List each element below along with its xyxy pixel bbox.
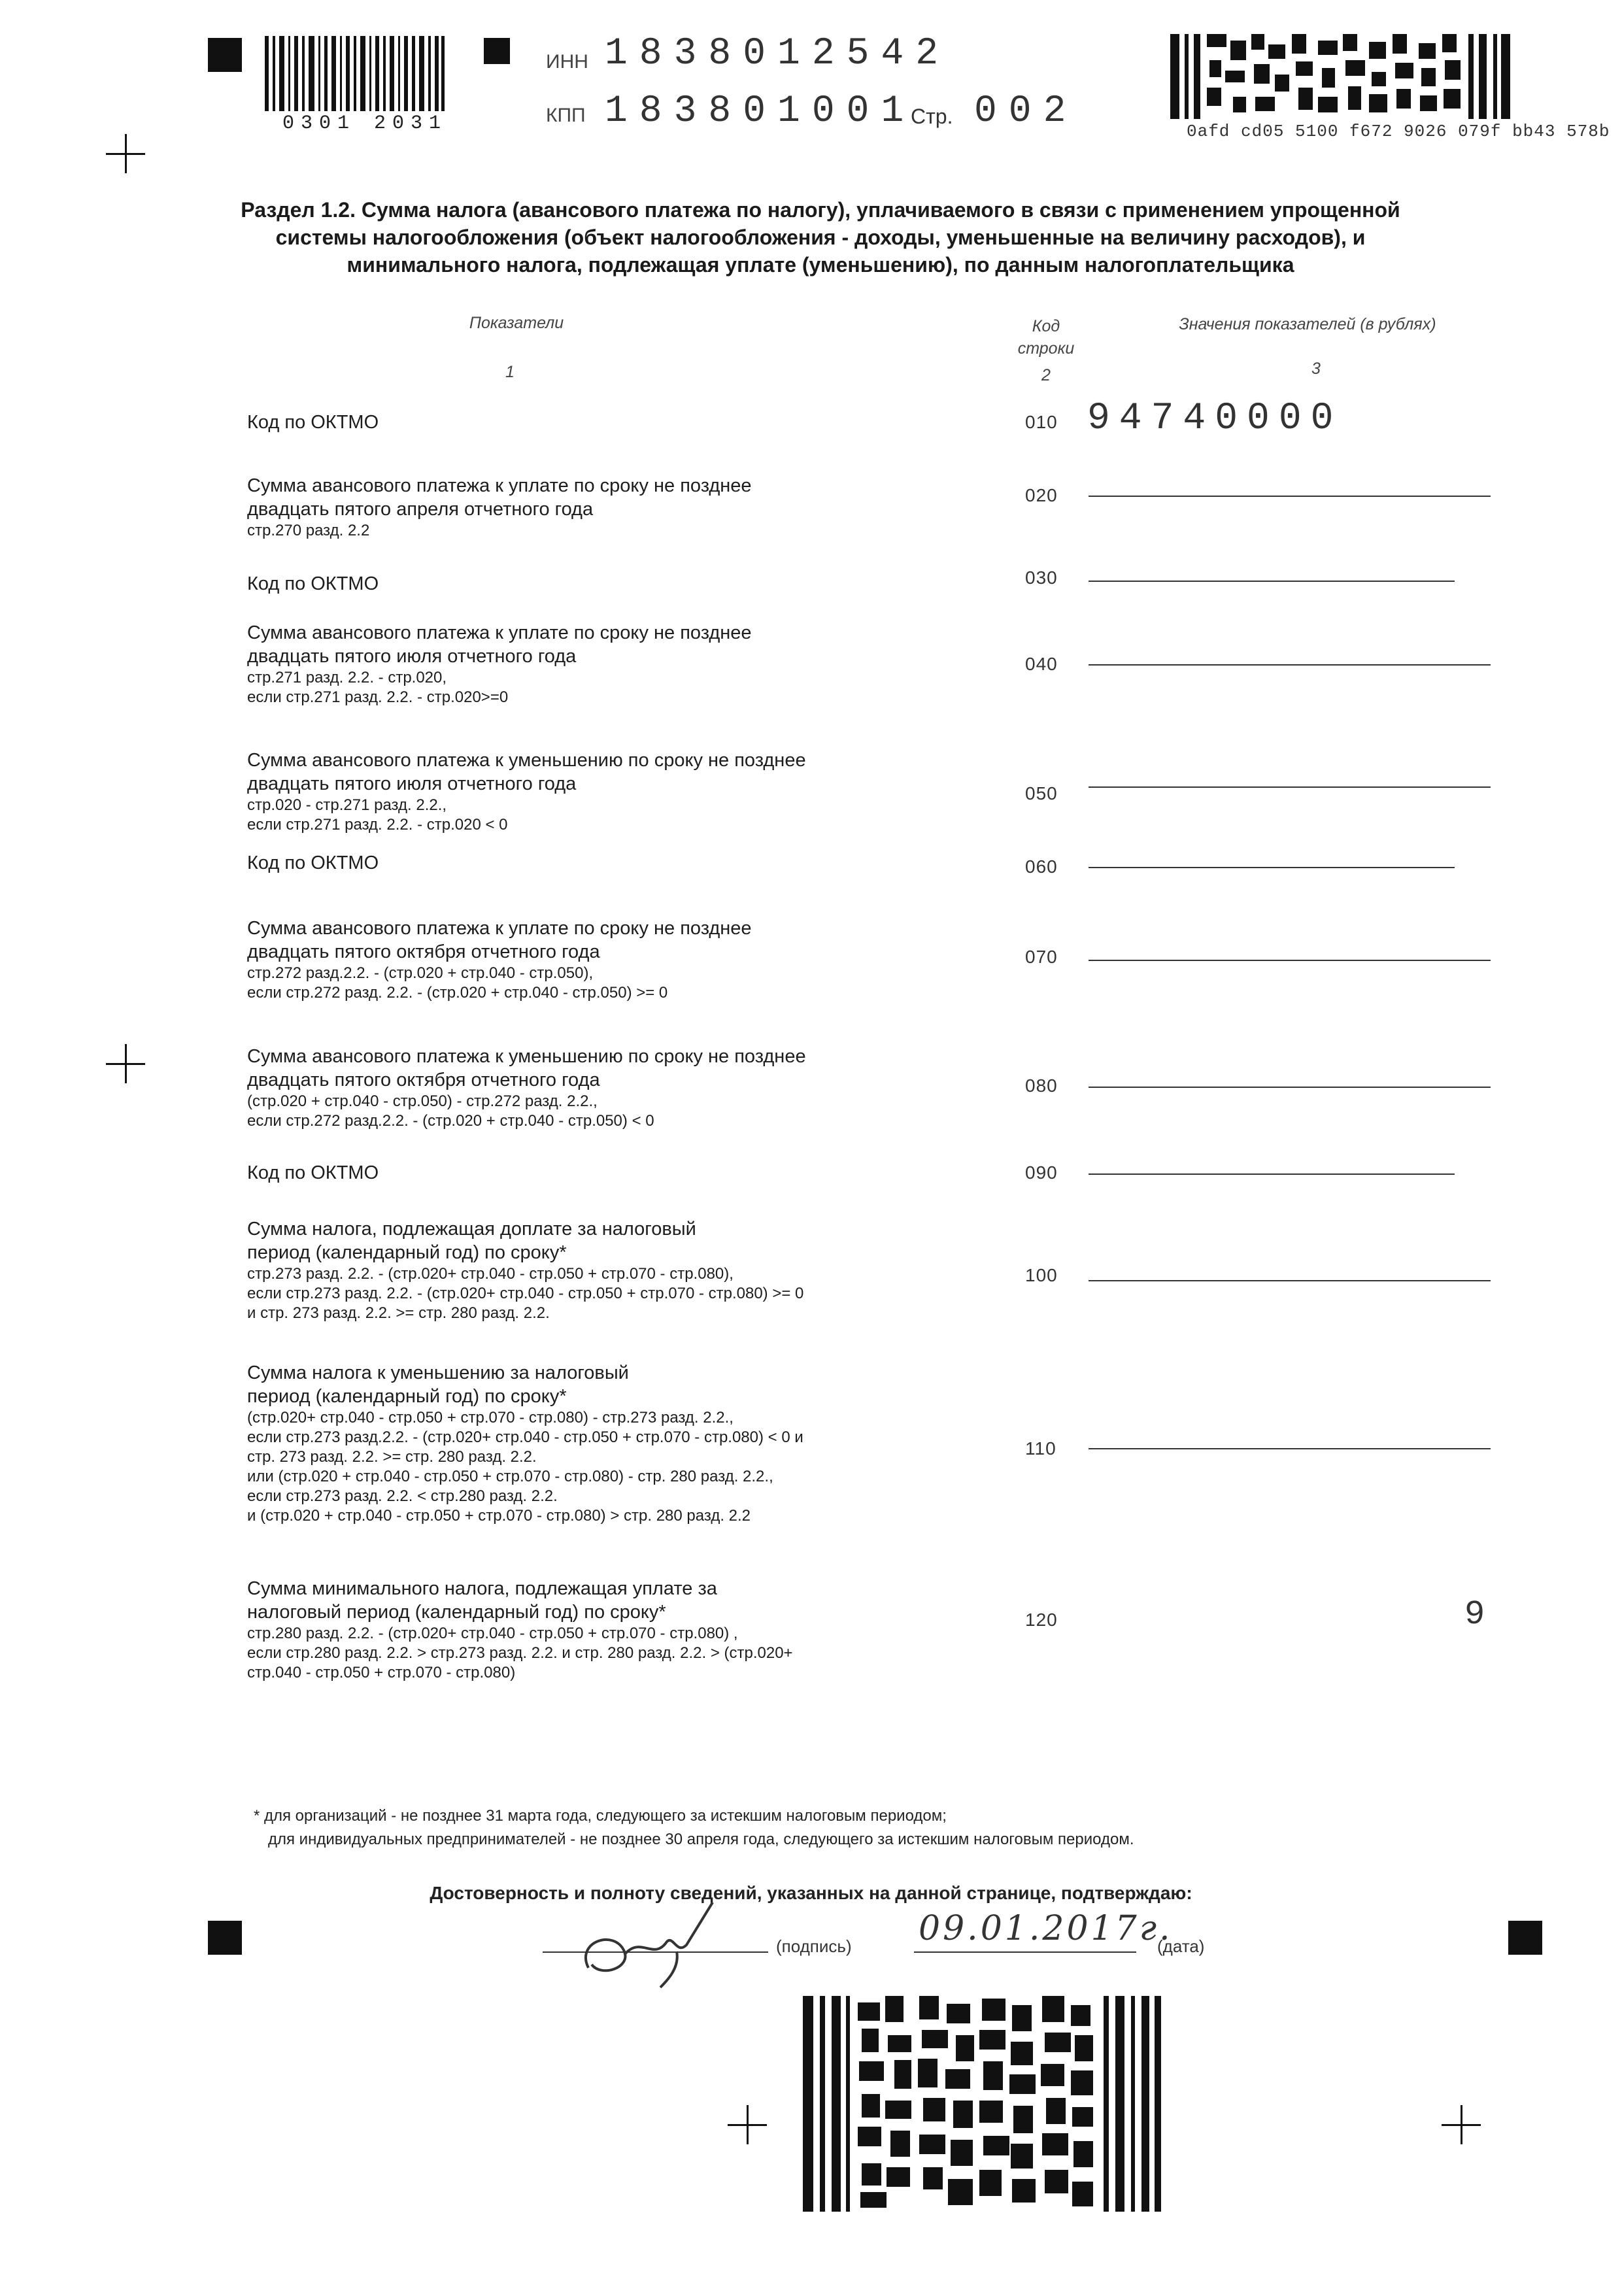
column-number-2: 2 <box>1041 366 1051 384</box>
row-label-line: двадцать пятого июля отчетного года <box>247 646 577 667</box>
row-formula-line: и (стр.020 + стр.040 - стр.050 + стр.070 - стр.080) > стр. 280 разд. 2.2 <box>247 1507 751 1525</box>
row-050-value-line[interactable] <box>1089 786 1491 788</box>
row-100-label <box>247 1217 999 1323</box>
row-label-line: двадцать пятого июля отчетного года <box>247 773 577 794</box>
2d-barcode-top <box>1170 34 1510 119</box>
row-label-line: двадцать пятого апреля отчетного года <box>247 499 594 520</box>
inn-value: 1838012542 <box>605 33 951 75</box>
column-number-3: 3 <box>1311 360 1321 378</box>
row-formula-line: если стр.271 разд. 2.2. - стр.020 < 0 <box>247 816 508 834</box>
column-header-values: Значения показателей (в рублях) <box>1179 315 1436 333</box>
row-formula-line: если стр.272 разд.2.2. - (стр.020 + стр.040 - стр.050) < 0 <box>247 1112 654 1130</box>
row-formula-line: если стр.273 разд. 2.2. < стр.280 разд. 2.2. <box>247 1487 558 1505</box>
date-label: (дата) <box>1157 1936 1205 1956</box>
row-010-label <box>247 411 999 434</box>
row-label-line: Код по ОКТМО <box>247 573 379 594</box>
crop-mark-top-left <box>106 134 145 173</box>
row-080-label <box>247 1045 999 1131</box>
row-070-value-line[interactable] <box>1089 960 1491 961</box>
row-020-label <box>247 474 999 541</box>
row-080-value-line[interactable] <box>1089 1087 1491 1088</box>
footnote-line-2: для индивидуальных предпринимателей - не позднее 30 апреля года, следующего за истекшим налоговым периодом. <box>268 1831 1134 1848</box>
row-050-code: 050 <box>1025 783 1058 803</box>
column-header-code <box>1000 315 1092 360</box>
section-title-line-1: Раздел 1.2. Сумма налога (авансового платежа по налогу), уплачиваемого в связи с применением упрощенной <box>241 198 1400 222</box>
row-090-code: 090 <box>1025 1162 1058 1183</box>
row-060-value-line[interactable] <box>1089 867 1455 868</box>
column-number-1: 1 <box>505 363 515 381</box>
row-label-line: налоговый период (календарный год) по сроку* <box>247 1602 666 1623</box>
column-header-code-line-1: Код <box>1032 317 1060 335</box>
row-formula-line: стр.270 разд. 2.2 <box>247 522 370 539</box>
row-010-code: 010 <box>1025 412 1058 432</box>
column-header-code-line-2: строки <box>1017 339 1075 358</box>
row-060-label <box>247 851 999 875</box>
row-formula-line: стр.273 разд. 2.2. - (стр.020+ стр.040 - стр.050 + стр.070 - стр.080), <box>247 1265 734 1283</box>
barcode-number: 0301 2031 <box>282 112 448 135</box>
row-110-value-line[interactable] <box>1089 1448 1491 1449</box>
handwritten-signature <box>562 1896 758 1994</box>
date-value: 09.01.2017г. <box>919 1909 1173 1948</box>
row-formula-line: если стр.273 разд. 2.2. - (стр.020+ стр.040 - стр.050 + стр.070 - стр.080) >= 0 <box>247 1285 804 1302</box>
row-label-line: Сумма налога к уменьшению за налоговый <box>247 1362 629 1383</box>
registration-mark-bottom-left <box>208 1921 242 1955</box>
row-020-code: 020 <box>1025 485 1058 505</box>
row-formula-line: стр.020 - стр.271 разд. 2.2., <box>247 796 447 814</box>
row-090-label <box>247 1161 999 1185</box>
registration-mark-top-center <box>484 38 510 64</box>
row-label-line: двадцать пятого октября отчетного года <box>247 941 600 962</box>
row-080-code: 080 <box>1025 1075 1058 1096</box>
row-label-line: Код по ОКТМО <box>247 853 379 873</box>
row-formula-line: стр.040 - стр.050 + стр.070 - стр.080) <box>247 1664 516 1681</box>
row-label-line: Сумма авансового платежа к уплате по сроку не позднее <box>247 475 752 496</box>
signature-line[interactable] <box>543 1951 768 1953</box>
crop-mark-bottom-center <box>728 2105 767 2144</box>
row-formula-line: стр.271 разд. 2.2. - стр.020, <box>247 669 447 686</box>
row-formula-line: если стр.271 разд. 2.2. - стр.020>=0 <box>247 688 509 706</box>
row-030-label <box>247 572 999 596</box>
confirmation-text: Достоверность и полноту сведений, указанных на данной странице, подтверждаю: <box>430 1883 1192 1903</box>
row-120-code: 120 <box>1025 1610 1058 1630</box>
crop-mark-mid-left <box>106 1044 145 1083</box>
column-header-indicators: Показатели <box>469 314 564 332</box>
row-070-code: 070 <box>1025 947 1058 967</box>
linear-barcode <box>265 36 445 111</box>
section-title <box>216 196 1425 279</box>
kpp-value: 183801001 <box>605 90 916 133</box>
row-120-value: 9 <box>1464 1595 1485 1634</box>
row-label-line: Код по ОКТМО <box>247 412 379 433</box>
row-formula-line: если стр.273 разд.2.2. - (стр.020+ стр.040 - стр.050 + стр.070 - стр.080) < 0 и <box>247 1428 803 1446</box>
row-formula-line: (стр.020+ стр.040 - стр.050 + стр.070 - стр.080) - стр.273 разд. 2.2., <box>247 1409 734 1427</box>
row-formula-line: или (стр.020 + стр.040 - стр.050 + стр.070 - стр.080) - стр. 280 разд. 2.2., <box>247 1468 773 1485</box>
row-label-line: Сумма авансового платежа к уплате по сроку не позднее <box>247 918 752 939</box>
crop-mark-bottom-right <box>1442 2105 1481 2144</box>
row-100-value-line[interactable] <box>1089 1280 1491 1281</box>
row-040-value-line[interactable] <box>1089 664 1491 666</box>
row-formula-line: стр. 273 разд. 2.2. >= стр. 280 разд. 2.2. <box>247 1448 537 1466</box>
row-030-value-line[interactable] <box>1089 581 1455 582</box>
row-040-label <box>247 621 999 707</box>
row-090-value-line[interactable] <box>1089 1173 1455 1175</box>
date-line[interactable] <box>914 1951 1136 1953</box>
row-formula-line: если стр.280 разд. 2.2. > стр.273 разд. 2.2. и стр. 280 разд. 2.2. > (стр.020+ <box>247 1644 793 1662</box>
document-code-string: 0afd cd05 5100 f672 9026 079f bb43 578b <box>1187 122 1610 141</box>
row-formula-line: и стр. 273 разд. 2.2. >= стр. 280 разд. 2.2. <box>247 1304 550 1322</box>
row-060-code: 060 <box>1025 856 1058 877</box>
row-label-line: двадцать пятого октября отчетного года <box>247 1070 600 1090</box>
section-title-line-2: системы налогообложения (объект налогообложения - доходы, уменьшенные на величину расходов), и <box>275 226 1366 249</box>
row-formula-line: если стр.272 разд. 2.2. - (стр.020 + стр.040 - стр.050) >= 0 <box>247 984 668 1002</box>
row-label-line: Сумма авансового платежа к уменьшению по сроку не позднее <box>247 750 806 771</box>
row-010-value: 94740000 <box>1087 397 1343 440</box>
signature-label: (подпись) <box>776 1936 852 1956</box>
row-120-label <box>247 1577 999 1683</box>
row-070-label <box>247 917 999 1003</box>
row-label-line: период (календарный год) по сроку* <box>247 1386 567 1407</box>
row-110-code: 110 <box>1025 1438 1056 1459</box>
row-110-label <box>247 1361 999 1526</box>
row-label-line: Сумма налога, подлежащая доплате за налоговый <box>247 1219 696 1240</box>
row-020-value-line[interactable] <box>1089 496 1491 497</box>
row-050-label <box>247 749 999 835</box>
row-formula-line: стр.272 разд.2.2. - (стр.020 + стр.040 - стр.050), <box>247 964 594 982</box>
page-value: 002 <box>974 90 1078 133</box>
row-030-code: 030 <box>1025 567 1058 588</box>
row-label-line: Сумма авансового платежа к уменьшению по сроку не позднее <box>247 1046 806 1067</box>
registration-mark-top-left <box>208 38 242 72</box>
page-label: Стр. <box>911 105 953 128</box>
row-label-line: период (календарный год) по сроку* <box>247 1242 567 1263</box>
row-label-line: Сумма минимального налога, подлежащая уплате за <box>247 1578 717 1599</box>
row-label-line: Код по ОКТМО <box>247 1162 379 1183</box>
row-040-code: 040 <box>1025 654 1058 674</box>
row-label-line: Сумма авансового платежа к уплате по сроку не позднее <box>247 622 752 643</box>
row-formula-line: (стр.020 + стр.040 - стр.050) - стр.272 разд. 2.2., <box>247 1092 598 1110</box>
row-formula-line: стр.280 разд. 2.2. - (стр.020+ стр.040 - стр.050 + стр.070 - стр.080) , <box>247 1625 738 1642</box>
registration-mark-bottom-right <box>1508 1921 1542 1955</box>
inn-label: ИНН <box>546 51 588 73</box>
section-title-line-3: минимального налога, подлежащая уплате (уменьшению), по данным налогоплательщика <box>346 253 1294 277</box>
footnote-line-1: * для организаций - не позднее 31 марта года, следующего за истекшим налоговым периодом; <box>254 1807 947 1825</box>
row-100-code: 100 <box>1025 1265 1058 1285</box>
kpp-label: КПП <box>546 105 586 126</box>
2d-barcode-bottom <box>803 1996 1161 2212</box>
